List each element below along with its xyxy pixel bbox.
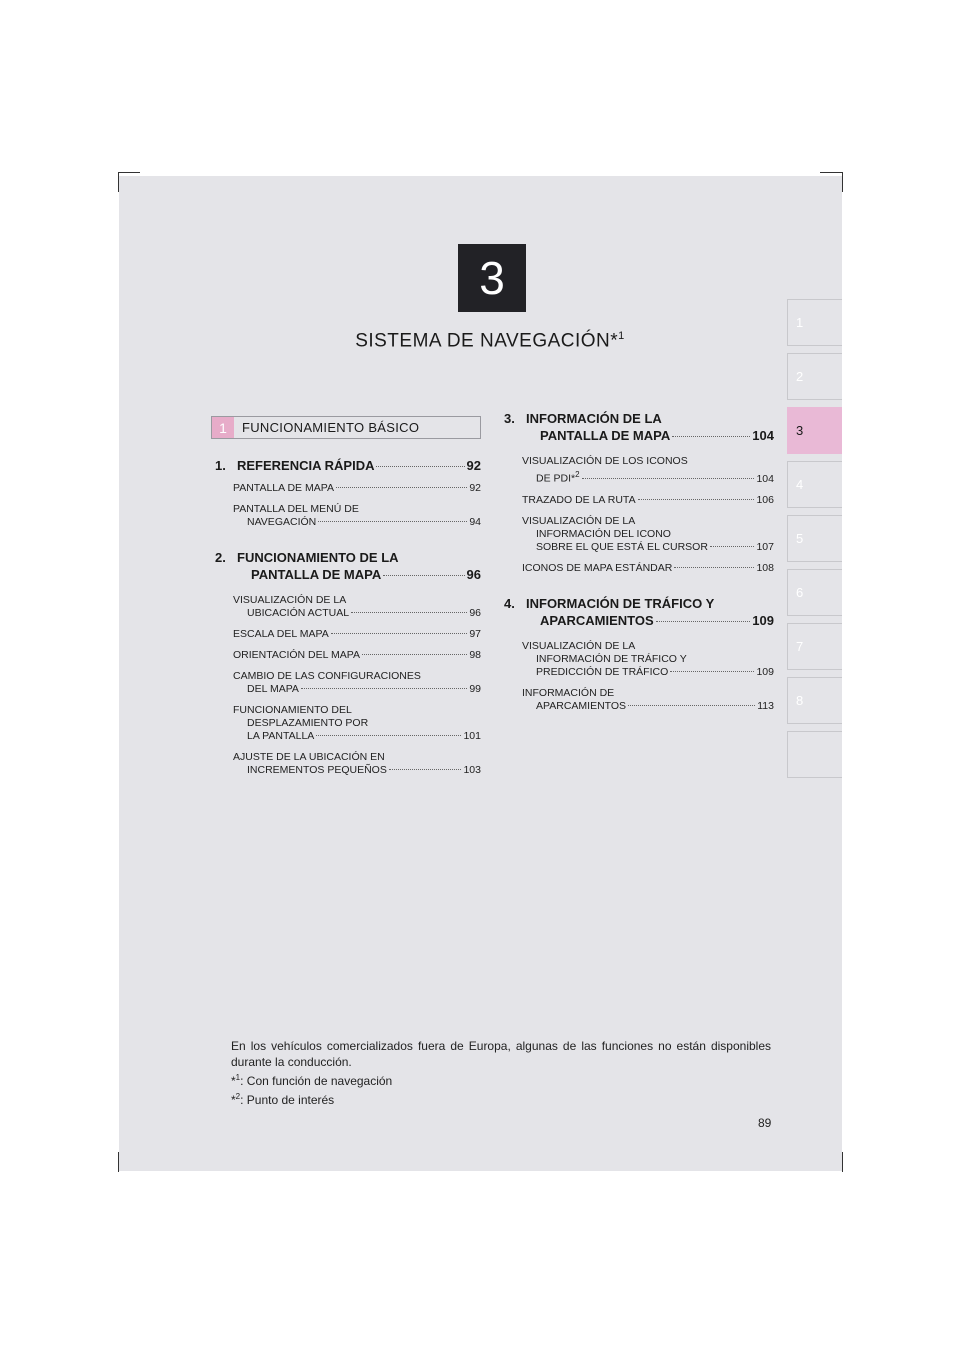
toc-right-column: [500, 410, 774, 713]
toc-subentry[interactable]: ICONOS DE MAPA ESTÁNDAR 108: [522, 561, 774, 574]
chapter-title: SISTEMA DE NAVEGACIÓN*$^1$: [355, 330, 625, 352]
page-ref: 108: [756, 561, 774, 574]
toc-subentry[interactable]: INFORMACIÓN DE APARCAMIENTOS 113: [522, 686, 774, 712]
chapter-tabs: [787, 299, 842, 785]
crop-mark: [842, 1152, 843, 1172]
crop-mark: [118, 172, 119, 192]
toc-entry[interactable]: 3. INFORMACIÓN DE LA PANTALLA DE MAPA 104: [504, 411, 774, 443]
chapter-tab-1[interactable]: 1: [787, 299, 842, 346]
page-ref: 106: [756, 493, 774, 506]
toc-left-column: [211, 457, 481, 777]
toc-entry[interactable]: 2. FUNCIONAMIENTO DE LA PANTALLA DE MAPA 96: [215, 550, 481, 582]
toc-subentry[interactable]: AJUSTE DE LA UBICACIÓN EN INCREMENTOS PEQUEÑOS 103: [233, 751, 481, 776]
toc-subentry[interactable]: VISUALIZACIÓN DE LA INFORMACIÓN DE TRÁFICO Y PREDICCIÓN DE TRÁFICO 109: [522, 639, 774, 678]
page-ref: 92: [466, 458, 481, 473]
crop-mark: [842, 172, 843, 192]
page-ref: 98: [469, 649, 481, 661]
page-ref: 96: [469, 607, 481, 619]
footnote-1: *$^1$: Con función de navegación: [231, 1073, 393, 1088]
page-ref: 92: [469, 482, 481, 494]
crop-mark: [820, 172, 843, 173]
chapter-tab-4[interactable]: 4: [787, 461, 842, 508]
toc-subentry[interactable]: TRAZADO DE LA RUTA 106: [522, 493, 774, 506]
page-ref: 109: [752, 612, 774, 628]
crop-mark: [118, 1152, 119, 1172]
toc-subentry[interactable]: ESCALA DEL MAPA 97: [233, 628, 481, 640]
chapter-number: 3: [458, 244, 526, 312]
toc-subentry[interactable]: FUNCIONAMIENTO DEL DESPLAZAMIENTO POR LA PANTALLA 101: [233, 704, 481, 742]
chapter-tab-index[interactable]: [787, 731, 842, 778]
page-ref: 104: [756, 472, 774, 485]
toc-entry[interactable]: 1. REFERENCIA RÁPIDA 92: [215, 458, 481, 473]
toc-subentry[interactable]: PANTALLA DEL MENÚ DE NAVEGACIÓN 94: [233, 503, 481, 528]
section-number: 1: [212, 417, 234, 438]
toc-subentry[interactable]: VISUALIZACIÓN DE LA INFORMACIÓN DEL ICONO SOBRE EL QUE ESTÁ EL CURSOR 107: [522, 514, 774, 553]
page-ref: 103: [463, 764, 481, 776]
section-header: [211, 416, 481, 439]
toc-subentry[interactable]: PANTALLA DE MAPA 92: [233, 482, 481, 494]
page-ref: 97: [469, 628, 481, 640]
page-ref: 104: [752, 428, 774, 443]
chapter-tab-2[interactable]: 2: [787, 353, 842, 400]
chapter-tab-7[interactable]: 7: [787, 623, 842, 670]
page-ref: 107: [756, 540, 774, 553]
chapter-tab-5[interactable]: 5: [787, 515, 842, 562]
chapter-tab-3[interactable]: 3: [787, 407, 842, 454]
toc-subentry[interactable]: VISUALIZACIÓN DE LA UBICACIÓN ACTUAL 96: [233, 594, 481, 619]
page-ref: 94: [469, 516, 481, 528]
page-ref: 109: [756, 665, 774, 678]
footnote: [231, 1038, 771, 1108]
page-ref: 99: [469, 683, 481, 695]
crop-mark: [118, 172, 140, 173]
toc-subentry[interactable]: ORIENTACIÓN DEL MAPA 98: [233, 649, 481, 661]
section-label: FUNCIONAMIENTO BÁSICO: [242, 420, 420, 435]
page-number: 89: [758, 1116, 772, 1130]
page-ref: 101: [463, 730, 481, 742]
footnote-text: En los vehículos comercializados fuera de Europa, algunas de las funciones no están disponibles durante la conducción.: [231, 1039, 771, 1069]
page-ref: 96: [466, 567, 481, 582]
toc-subentry[interactable]: CAMBIO DE LAS CONFIGURACIONES DEL MAPA 99: [233, 670, 481, 695]
toc-subentry[interactable]: VISUALIZACIÓN DE LOS ICONOS DE PDI*$^2$ 104: [522, 455, 774, 485]
footnote-2: *$^2$: Punto de interés: [231, 1092, 335, 1107]
chapter-tab-8[interactable]: 8: [787, 677, 842, 724]
toc-entry[interactable]: 4. INFORMACIÓN DE TRÁFICO Y APARCAMIENTOS 109: [504, 595, 774, 628]
chapter-tab-6[interactable]: 6: [787, 569, 842, 616]
page-ref: 113: [757, 699, 774, 712]
